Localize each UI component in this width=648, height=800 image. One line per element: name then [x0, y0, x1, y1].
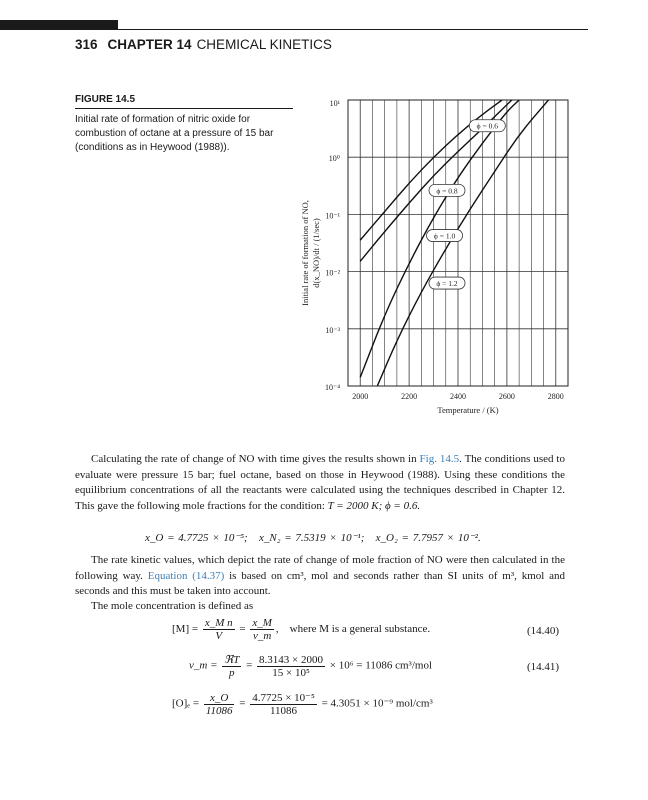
y-tick-label: 10⁰ — [328, 154, 340, 164]
x-tick-label: 2600 — [498, 392, 515, 401]
eq1-lhs: [M] = — [172, 623, 199, 636]
equation-number-14-40: (14.40) — [527, 625, 560, 637]
eq1-where: where M is a general substance. — [289, 623, 431, 636]
p1-condition-phi: ϕ = 0.6. — [384, 499, 421, 512]
eq2-fraction-1: $\frac{\text{ℜT}}{p}$ — [224, 654, 240, 679]
equation-link[interactable]: Equation (14.37) — [147, 569, 225, 582]
eq3-fraction-2: $\frac{\text{4.7725 × 10⁻⁵}}{11086}$ — [252, 692, 315, 717]
eq3-result: = 4.3051 × 10⁻⁹ mol/cm³ — [321, 697, 433, 710]
eq2-equals: = — [246, 659, 253, 672]
page-number: 316 — [75, 37, 98, 52]
eq1-comma: , — [275, 623, 279, 636]
series-annotation-2: ϕ = 0.8 — [436, 186, 458, 196]
p1-text-a: Calculating the rate of change of NO with time gives the results shown in — [91, 453, 420, 465]
chart-svg — [290, 88, 580, 438]
eq1-fraction-1: $\frac{\text{x\_M n}}{V}$ — [204, 617, 233, 642]
header-rule — [118, 29, 588, 30]
p1-text-c: were pressure 15 bar; fuel octane, based on those in Heywood (1988). Using these conditions the equilibrium concentrations of all the reactants were calculated using the techniques described in Chapter 12. This gave the following mole fractions for the condition: — [75, 468, 565, 512]
header-bar — [0, 20, 118, 30]
x-tick-label: 2200 — [401, 392, 418, 401]
figure-link-1[interactable]: Fig. 14.5 — [419, 453, 460, 465]
p2-text-a: The rate kinetic values, which depict the rate of change of mole fraction of NO were then calculated in the following way. — [75, 554, 565, 582]
series-annotation-3: ϕ = 1.0 — [433, 231, 456, 241]
eq2-result: × 10⁶ = 11086 cm³/mol — [329, 659, 433, 672]
paragraph-3 — [75, 599, 565, 615]
y-axis-label-line-2: d(x_NO)/dt / (1/sec) — [311, 218, 321, 288]
eq3-fraction-1: $\frac{x\_O}{11086}$ — [205, 691, 233, 717]
x-axis-label: Temperature / (K) — [437, 405, 499, 415]
figure-caption-rule — [75, 108, 293, 109]
p1-text-b: . The conditions used to evaluate — [75, 453, 565, 481]
series-line-4 — [377, 100, 548, 386]
eq2-lhs: v_m = — [189, 659, 218, 672]
p3-text: The mole concentration is defined as — [91, 600, 254, 612]
x-tick-label: 2000 — [352, 392, 369, 401]
y-tick-label: 10⁻¹ — [325, 211, 340, 221]
mole-fractions — [145, 531, 481, 544]
y-tick-label: 10⁻³ — [325, 325, 340, 335]
eq2-fraction-2: $\frac{8.3143 \times 2000}{\text{15 × 10⁵}}$ — [259, 653, 324, 679]
chart — [290, 88, 580, 443]
mole-fraction-o: x_O = 4.7725 × 10⁻⁵; — [145, 532, 248, 544]
series-annotation-1: ϕ = 0.6 — [476, 121, 498, 131]
y-axis-label-line-1: Initial rate of formation of NO, — [300, 200, 310, 306]
equation-number-14-41: (14.41) — [527, 661, 560, 673]
figure-label: FIGURE 14.5 — [75, 94, 136, 105]
equation-14-40 — [172, 617, 430, 642]
x-tick-label: 2800 — [547, 392, 564, 401]
equation-oxygen-concentration — [172, 691, 433, 717]
chapter-title: CHEMICAL KINETICS — [196, 37, 332, 52]
chapter-label: CHAPTER 14 — [107, 37, 192, 52]
series-annotation-4: ϕ = 1.2 — [436, 279, 458, 289]
eq1-fraction-2: $\frac{x\_M}{v\_m}$ — [252, 617, 272, 642]
eq3-equals: = — [239, 697, 246, 710]
p2-text-b: is based on cm³, mol and seconds rather than SI units of m³, kmol and seconds and this must be taken into account. — [75, 569, 565, 597]
running-header — [75, 37, 332, 52]
y-tick-label: 10¹ — [329, 99, 340, 108]
eq1-equals: = — [239, 623, 246, 636]
figure-caption: Initial rate of formation of nitric oxide for combustion of octane at a pressure of 15 bar (conditions as in Heywood (1988)). — [75, 114, 274, 153]
paragraph-2 — [75, 553, 565, 600]
mole-fraction-o2: x_O₂ = 7.7957 × 10⁻². — [375, 532, 481, 544]
p1-condition-temperature: T = 2000 K; — [327, 499, 383, 512]
paragraph-1 — [75, 452, 565, 514]
x-tick-label: 2400 — [450, 392, 466, 401]
eq3-lhs: [O]ₑ = — [172, 697, 200, 710]
y-tick-label: 10⁻⁴ — [324, 383, 340, 392]
mole-fraction-n2: x_N₂ = 7.5319 × 10⁻¹; — [258, 532, 365, 544]
equation-14-41 — [189, 653, 432, 679]
y-tick-label: 10⁻² — [325, 268, 340, 278]
